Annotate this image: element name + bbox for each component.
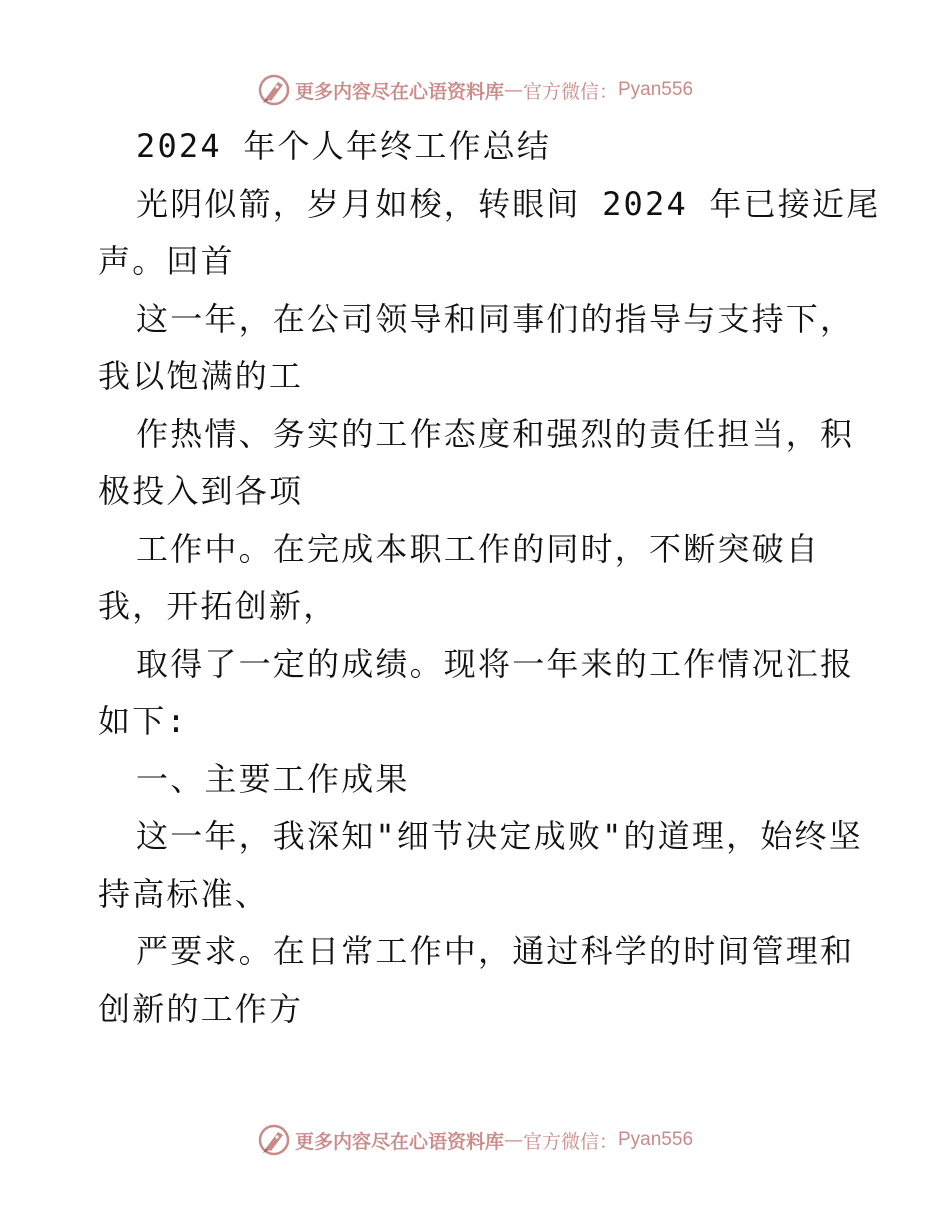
paragraph-line: 声。回首 [98,242,235,280]
paragraph-line: 如下: [98,702,188,740]
paragraph-line: 极投入到各项 [98,472,304,510]
paragraph-line: 这一年，我深知"细节决定成败"的道理，始终坚 [136,817,863,855]
header-banner [0,70,950,110]
paragraph-line: 严要求。在日常工作中，通过科学的时间管理和 [136,932,855,970]
paragraph-line: 作热情、务实的工作态度和强烈的责任担当，积 [136,414,855,453]
footer-banner [0,1120,950,1160]
document-title: 2024 年个人年终工作总结 [136,127,552,165]
banner-main-text: 更多内容尽在心语资料库 [294,1130,504,1153]
paragraph-line: 取得了一定的成绩。现将一年来的工作情况汇报 [136,644,855,683]
paragraph-line: 我以饱满的工 [98,357,304,395]
paragraph-line: 持高标准、 [98,874,270,913]
banner-separator: — [503,79,523,101]
paragraph-line: 创新的工作方 [98,989,304,1028]
banner-separator: — [503,1129,523,1151]
banner-main-text: 更多内容尽在心语资料库 [294,80,504,103]
document-body [98,118,881,1038]
paragraph-line: 工作中。在完成本职工作的同时，不断突破自 [136,529,821,568]
paragraph-line: 我，开拓创新， [98,587,338,625]
paragraph-line: 光阴似箭，岁月如梭，转眼间 2024 年已接近尾 [136,184,881,223]
banner-wechat-label: 官方微信： [522,80,618,103]
section-heading: 一、主要工作成果 [136,759,410,798]
banner-wechat-label: 官方微信： [522,1130,618,1153]
paragraph-line: 这一年，在公司领导和同事们的指导与支持下， [136,299,855,338]
banner-wechat-id: Pyan556 [618,79,694,100]
pen-nib-logo-icon [257,1123,291,1157]
banner-wechat-id: Pyan556 [618,1129,694,1150]
pen-nib-logo-icon [257,73,291,107]
